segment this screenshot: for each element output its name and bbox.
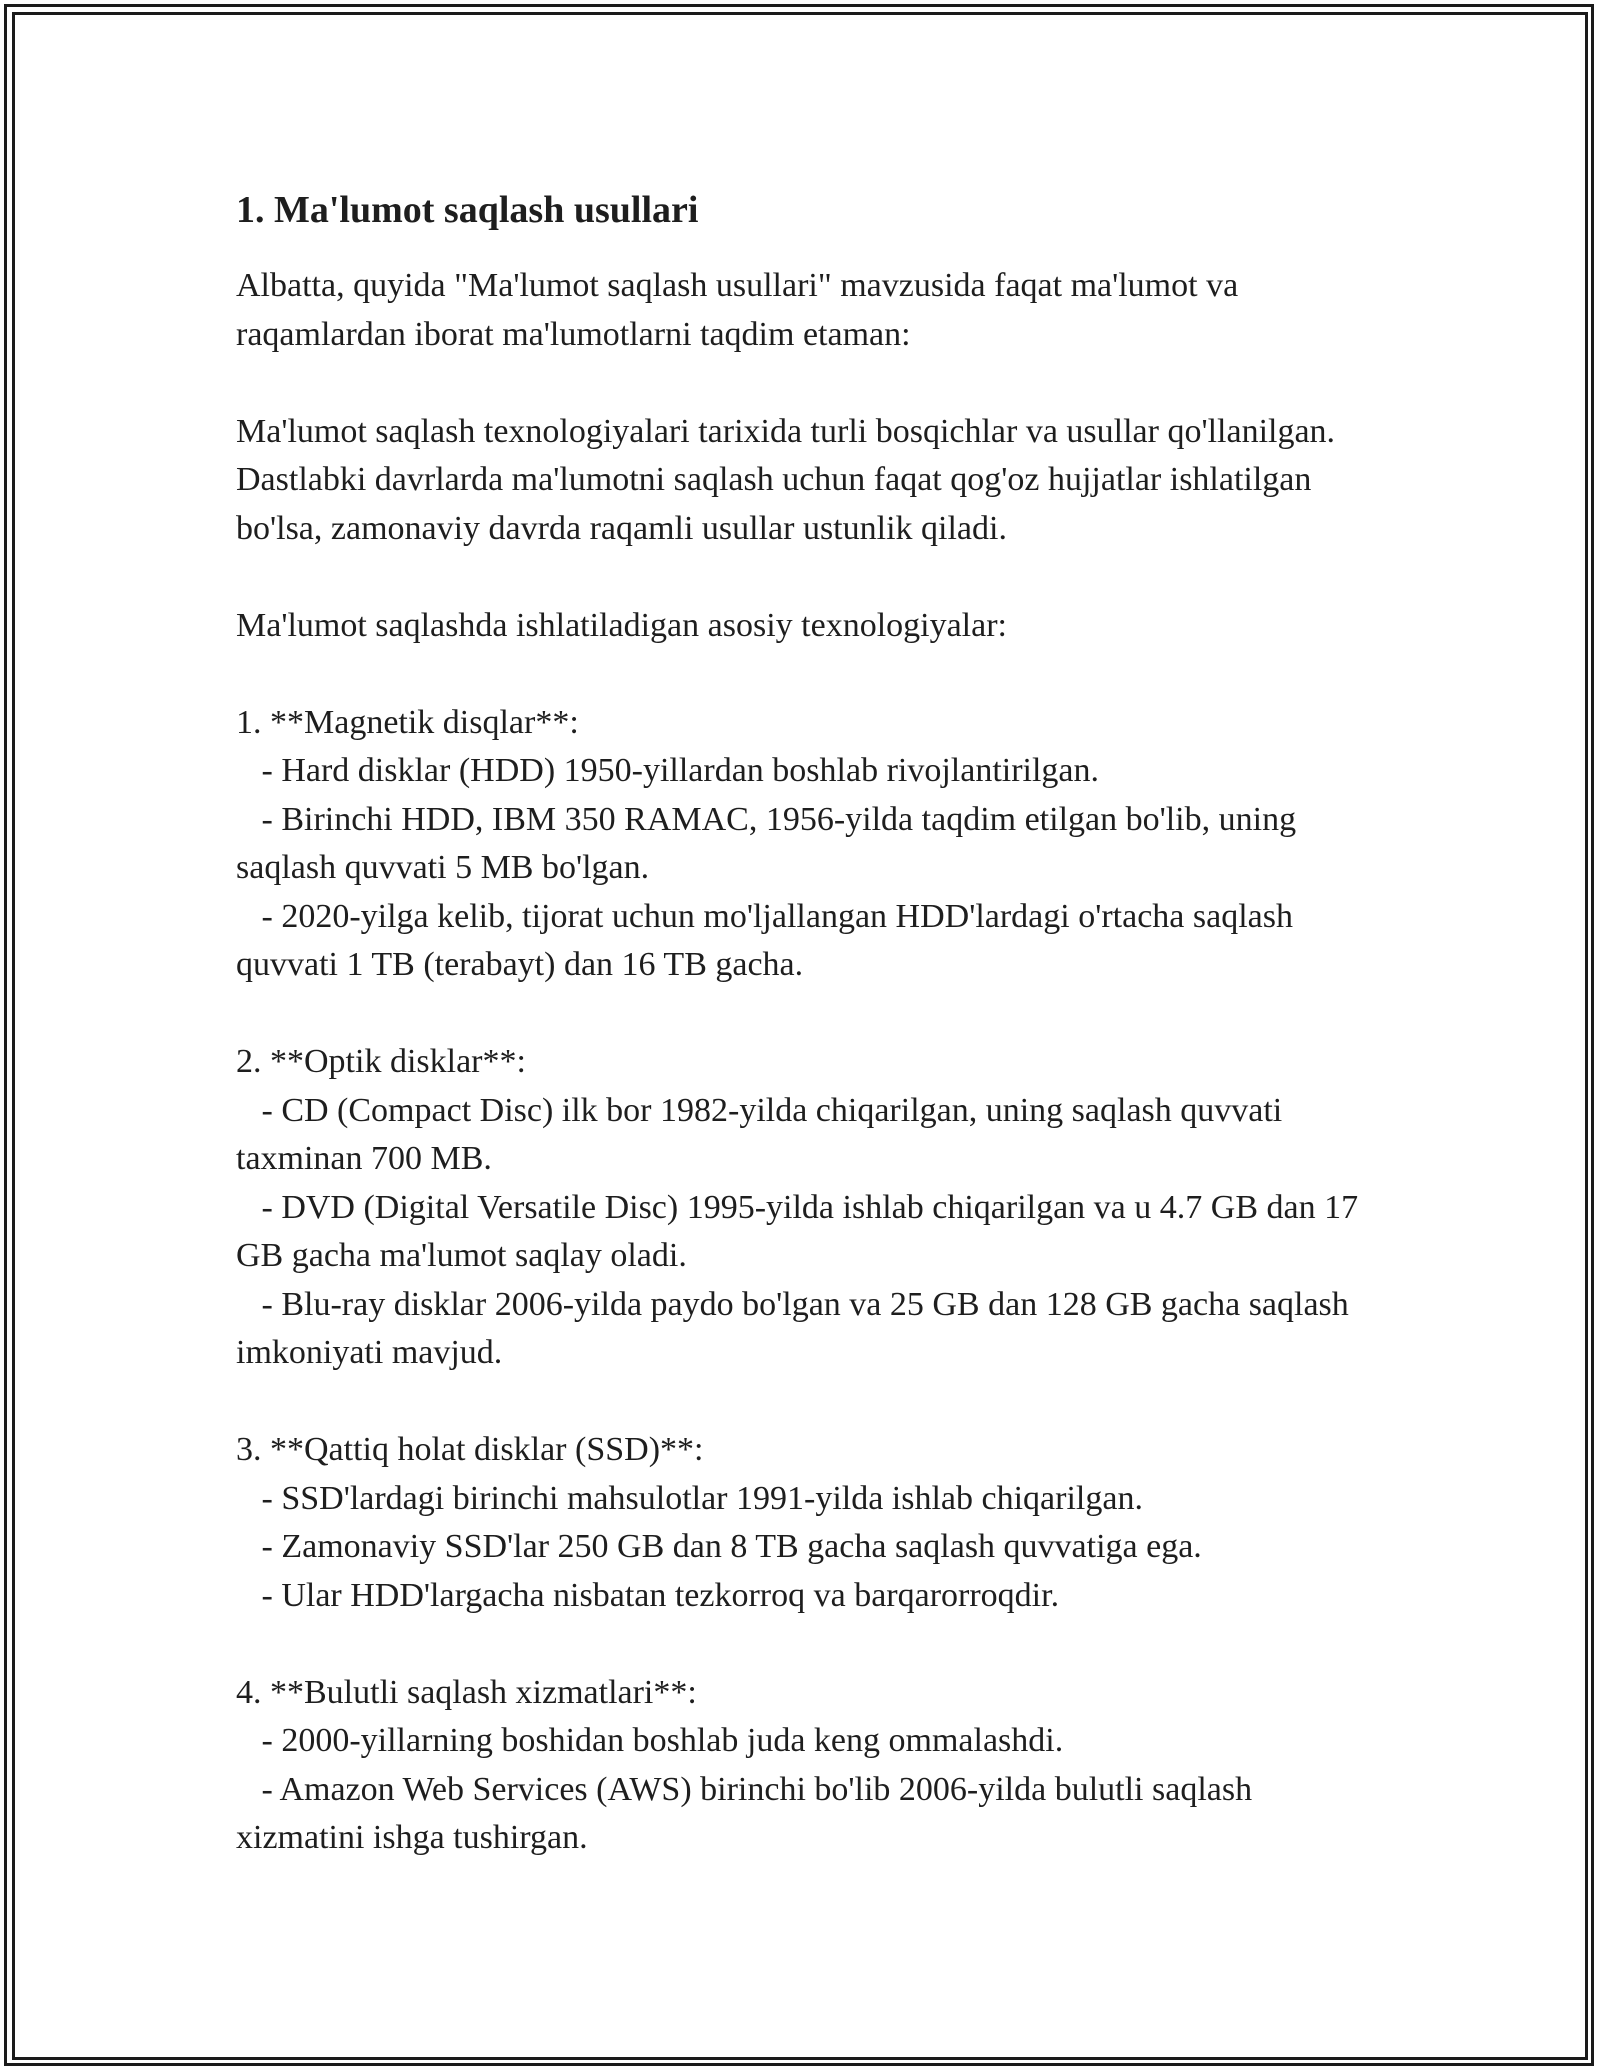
section-cloud-storage	[236, 1669, 1376, 1863]
section-heading: 1. **Magnetik disqlar**:	[236, 703, 579, 741]
spacer	[236, 1620, 1376, 1669]
spacer	[236, 553, 1376, 602]
list-item-text: Amazon Web Services (AWS) birinchi bo'lib 2006-yilda bulutli saqlash xizmatini ishga tushirgan.	[236, 1770, 1261, 1856]
spacer	[236, 990, 1376, 1039]
list-item-text: DVD (Digital Versatile Disc) 1995-yilda ishlab chiqarilgan va u 4.7 GB dan 17 GB gacha ma'lumot saqlay oladi.	[236, 1188, 1367, 1274]
section-heading: 2. **Optik disklar**:	[236, 1043, 526, 1080]
list-item: - DVD (Digital Versatile Disc) 1995-yilda ishlab chiqarilgan va u 4.7 GB dan 17 GB gacha ma'lumot saqlay oladi.	[236, 1188, 1367, 1274]
list-item: - Zamonaviy SSD'lar 250 GB dan 8 TB gacha saqlash quvvatiga ega.	[236, 1528, 1202, 1565]
section-ssd	[236, 1426, 1376, 1620]
technologies-heading: Ma'lumot saqlashda ishlatiladigan asosiy texnologiyalar:	[236, 606, 1007, 644]
history-paragraph: Ma'lumot saqlash texnologiyalari tarixida turli bosqichlar va usullar qo'llanilgan. Dastlabki davrlarda ma'lumotni saqlash uchun faqat qog'oz hujjatlar ishlatilgan bo'lsa, zamonaviy davrda raqamli usullar ustunlik qiladi.	[236, 412, 1344, 547]
list-item-text: Hard disklar (HDD) 1950-yillardan boshlab rivojlantirilgan.	[281, 752, 1100, 789]
list-item: - Blu-ray disklar 2006-yilda paydo bo'lgan va 25 GB dan 128 GB gacha saqlash imkoniyati mavjud.	[236, 1285, 1358, 1371]
list-item: - 2020-yilga kelib, tijorat uchun mo'ljallangan HDD'lardagi o'rtacha saqlash quvvati 1 TB (terabayt) dan 16 TB gacha.	[236, 897, 1302, 983]
list-item: - CD (Compact Disc) ilk bor 1982-yilda chiqarilgan, uning saqlash quvvati taxminan 700 MB.	[236, 1091, 1291, 1177]
section-magnetic-disks	[236, 699, 1376, 990]
list-item: - Amazon Web Services (AWS) birinchi bo'lib 2006-yilda bulutli saqlash xizmatini ishga tushirgan.	[236, 1770, 1261, 1856]
document-body	[236, 186, 1376, 1863]
list-item-text: Birinchi HDD, IBM 350 RAMAC, 1956-yilda taqdim etilgan bo'lib, uning saqlash quvvati 5 MB bo'lgan.	[236, 800, 1305, 886]
list-item-text: Zamonaviy SSD'lar 250 GB dan 8 TB gacha saqlash quvvatiga ega.	[281, 1528, 1202, 1565]
section-heading: 4. **Bulutli saqlash xizmatlari**:	[236, 1673, 697, 1711]
list-item: - Ular HDD'largacha nisbatan tezkorroq va barqarorroqdir.	[236, 1576, 1060, 1614]
spacer	[236, 359, 1376, 408]
list-item: - Birinchi HDD, IBM 350 RAMAC, 1956-yilda taqdim etilgan bo'lib, uning saqlash quvvati 5 MB bo'lgan.	[236, 800, 1305, 886]
spacer	[236, 650, 1376, 699]
list-item-text: Blu-ray disklar 2006-yilda paydo bo'lgan va 25 GB dan 128 GB gacha saqlash imkoniyati mavjud.	[236, 1285, 1358, 1371]
list-item: - 2000-yillarning boshidan boshlab juda keng ommalashdi.	[236, 1722, 1064, 1759]
document-title: 1. Ma'lumot saqlash usullari	[236, 189, 699, 231]
spacer	[236, 1378, 1376, 1427]
list-item-text: CD (Compact Disc) ilk bor 1982-yilda chiqarilgan, uning saqlash quvvati taxminan 700 MB.	[236, 1091, 1291, 1177]
list-item-text: 2020-yilga kelib, tijorat uchun mo'ljallangan HDD'lardagi o'rtacha saqlash quvvati 1 TB (terabayt) dan 16 TB gacha.	[236, 897, 1302, 983]
list-item: - Hard disklar (HDD) 1950-yillardan boshlab rivojlantirilgan.	[236, 752, 1100, 789]
section-heading: 3. **Qattiq holat disklar (SSD)**:	[236, 1431, 704, 1468]
list-item-text: 2000-yillarning boshidan boshlab juda keng ommalashdi.	[281, 1722, 1064, 1759]
section-optical-disks	[236, 1038, 1376, 1378]
list-item: - SSD'lardagi birinchi mahsulotlar 1991-yilda ishlab chiqarilgan.	[236, 1479, 1143, 1517]
intro-paragraph: Albatta, quyida "Ma'lumot saqlash usullari" mavzusida faqat ma'lumot va raqamlardan iborat ma'lumotlarni taqdim etaman:	[236, 267, 1247, 353]
list-item-text: Ular HDD'largacha nisbatan tezkorroq va barqarorroqdir.	[281, 1576, 1060, 1614]
list-item-text: SSD'lardagi birinchi mahsulotlar 1991-yilda ishlab chiqarilgan.	[281, 1479, 1143, 1517]
